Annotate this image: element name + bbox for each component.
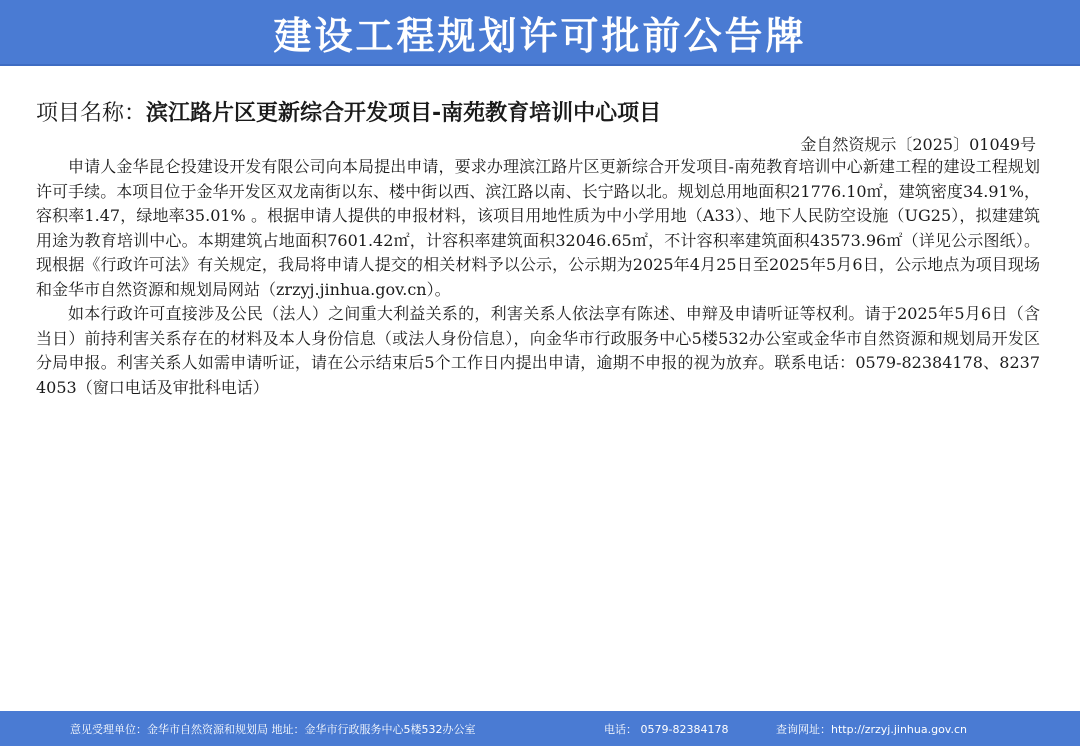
notice-paragraph-2: 如本行政许可直接涉及公民（法人）之间重大利益关系的，利害关系人依法享有陈述、申辩及申请听证等权利。请于2025年5月6日（含当日）前持利害关系存在的材料及本人身份信息（或法人身份信息），向金华市行政服务中心5楼532办公室或金华市自然资源和规划局开发区分局申报。利害关系人如需申请听证，请在公示结束后5个工作日内提出申请，逾期不申报的视为放弃。联系电话：0579-82384178、82374053（窗口电话及审批科电话）: [36, 304, 1040, 397]
footer-phone: 电话： 0579-82384178: [604, 722, 729, 736]
page-title: 建设工程规划许可批前公告牌: [273, 13, 807, 58]
notice-body: [36, 155, 1040, 400]
document-number: 金自然资规示〔2025〕01049号: [800, 135, 1036, 154]
project-name-value: 滨江路片区更新综合开发项目-南苑教育培训中心项目: [146, 101, 662, 126]
footer-website: 查询网址：http://zrzyj.jinhua.gov.cn: [776, 722, 967, 736]
header-banner: [0, 0, 1080, 66]
footer-unit-address: 意见受理单位：金华市自然资源和规划局 地址：金华市行政服务中心5楼532办公室: [70, 722, 476, 736]
project-name-label: 项目名称：: [36, 101, 147, 126]
project-name: [36, 96, 661, 127]
footer-bar: [0, 711, 1080, 746]
notice-paragraph-1: 申请人金华昆仑投建设开发有限公司向本局提出申请，要求办理滨江路片区更新综合开发项目-南苑教育培训中心新建工程的建设工程规划许可手续。本项目位于金华开发区双龙南街以东、楼中街以西、滨江路以南、长宁路以北。规划总用地面积21776.10㎡，建筑密度34.91%，容积率1.47，绿地率35.01% 。根据申请人提供的申报材料，该项目用地性质为中小学用地（A33）、地下人民防空设施（UG25），拟建建筑用途为教育培训中心。本期建筑占地面积7601.42㎡，计容积率建筑面积32046.65㎡，不计容积率建筑面积43573.96㎡（详见公示图纸）。现根据《行政许可法》有关规定，我局将申请人提交的相关材料予以公示，公示期为2025年4月25日至2025年5月6日，公示地点为项目现场和金华市自然资源和规划局网站（zrzyj.jinhua.gov.cn）。: [36, 157, 1040, 299]
